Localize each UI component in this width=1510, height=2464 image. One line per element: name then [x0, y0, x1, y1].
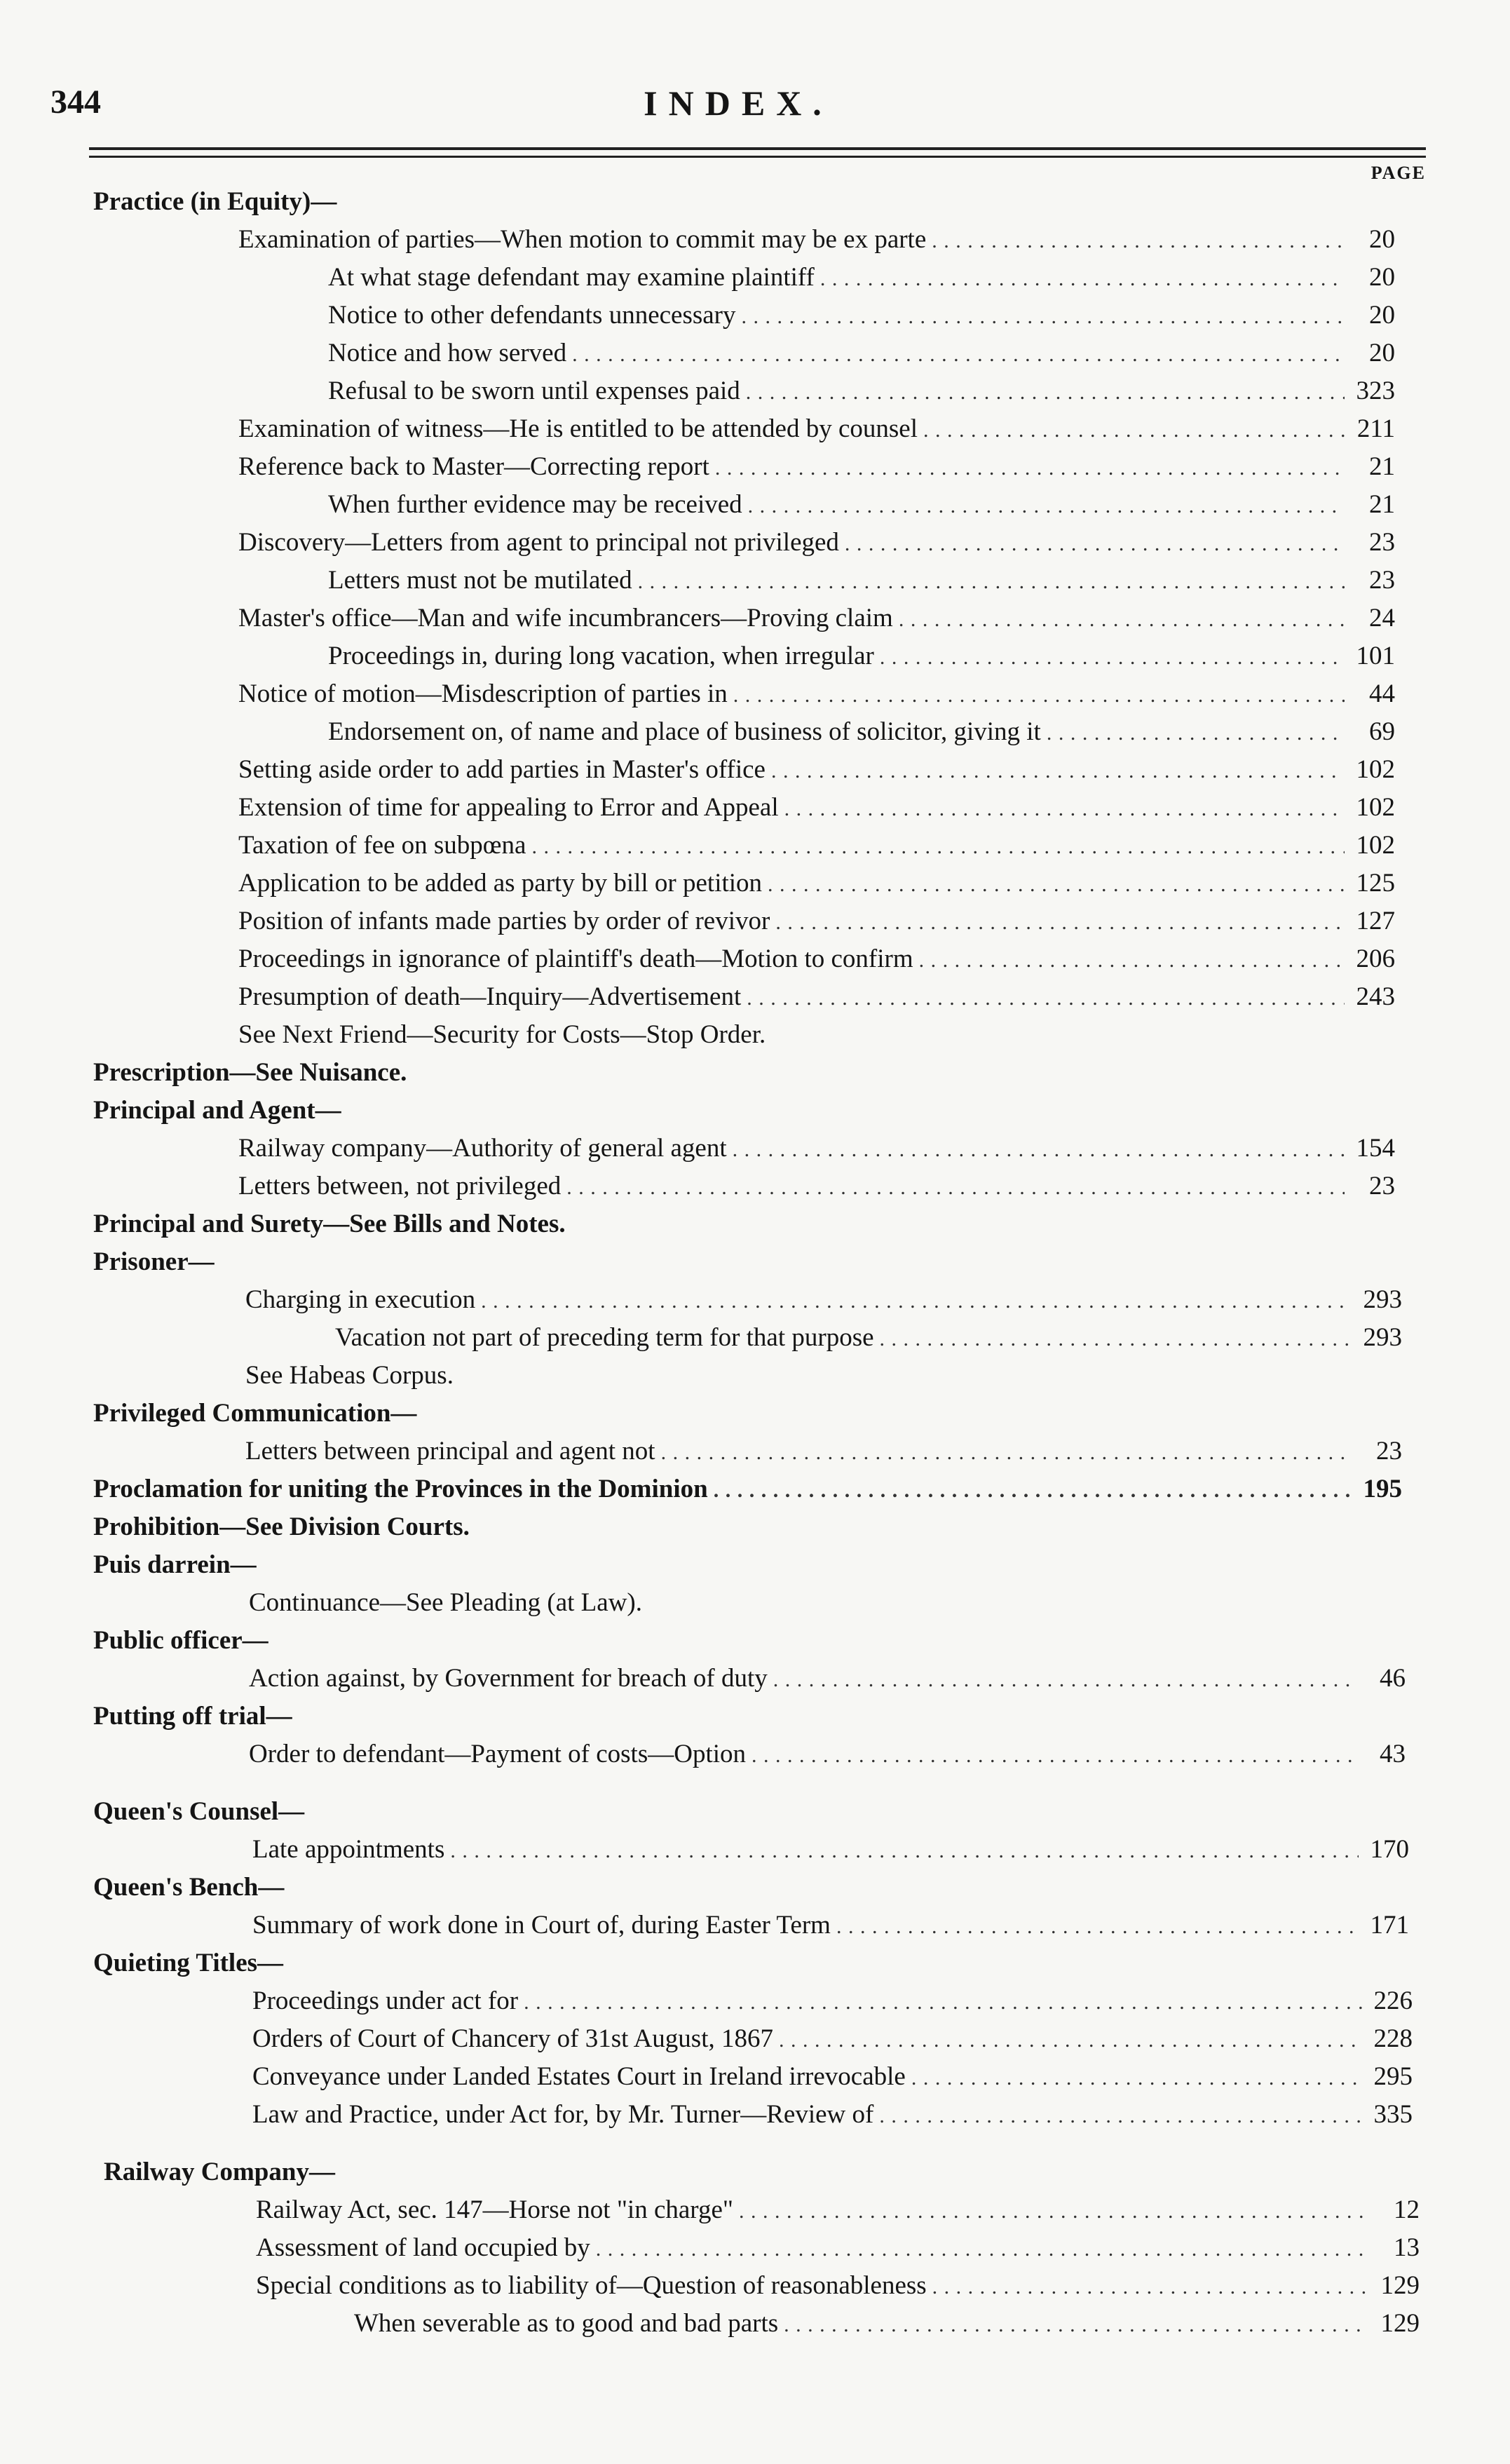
entry-text: Prohibition—See Division Courts. — [93, 1512, 470, 1541]
index-entry — [238, 903, 1395, 940]
index-entry — [245, 1282, 1402, 1318]
index-entry — [252, 1907, 1409, 1944]
dot-leader — [715, 449, 1345, 487]
entry-text: Examination of witness—He is entitled to be attended by counsel — [238, 414, 918, 443]
index-entry — [256, 2192, 1420, 2228]
index-entry — [252, 1832, 1409, 1868]
dot-leader — [779, 2021, 1362, 2059]
index-heading — [93, 1698, 292, 1735]
entry-page-number: 23 — [1369, 1172, 1395, 1200]
entry-text: Continuance—See Pleading (at Law). — [249, 1588, 642, 1617]
index-entry — [249, 1585, 642, 1621]
index-entry — [238, 411, 1395, 447]
dot-leader — [746, 373, 1345, 411]
dot-leader — [911, 2059, 1362, 2097]
entry-page-number: 293 — [1363, 1285, 1402, 1314]
page-header — [50, 83, 1426, 139]
dot-leader — [1047, 714, 1345, 752]
index-entry — [249, 1660, 1406, 1697]
entry-text: Master's office—Man and wife incumbrancers—Proving claim — [238, 604, 893, 632]
dot-leader — [596, 2230, 1369, 2268]
entry-page-number: 293 — [1363, 1323, 1402, 1352]
dot-leader — [481, 1282, 1352, 1320]
entry-text: Notice to other defendants unnecessary — [328, 301, 736, 330]
entry-text: Law and Practice, under Act for, by Mr. Turner—Review of — [252, 2100, 874, 2129]
dot-leader — [566, 1168, 1345, 1206]
entry-page-number: 125 — [1356, 869, 1395, 898]
dot-leader — [773, 1660, 1355, 1698]
index-entry — [328, 638, 1395, 675]
entry-text: Reference back to Master—Correcting report — [238, 452, 709, 481]
index-entry — [238, 790, 1395, 826]
entry-text: Application to be added as party by bill or petition — [238, 869, 763, 898]
entry-text: Special conditions as to liability of—Question of reasonableness — [256, 2271, 927, 2300]
dot-leader — [880, 638, 1345, 676]
index-entry — [238, 941, 1395, 977]
entry-page-number: 102 — [1356, 793, 1395, 822]
entry-page-number: 211 — [1356, 414, 1395, 443]
entry-page-number: 102 — [1356, 831, 1395, 860]
entry-text: Proceedings in, during long vacation, when irregular — [328, 642, 874, 670]
dot-leader — [820, 259, 1345, 297]
entry-page-number: 13 — [1394, 2233, 1420, 2262]
entry-text: Examination of parties—When motion to commit may be ex parte — [238, 225, 927, 254]
entry-page-number: 23 — [1369, 566, 1395, 595]
entry-page-number: 102 — [1356, 755, 1395, 784]
entry-page-number: 295 — [1373, 2062, 1413, 2091]
index-entry — [238, 827, 1395, 864]
entry-page-number: 243 — [1356, 982, 1395, 1011]
entry-text: Charging in execution — [245, 1285, 476, 1314]
entry-page-number: 24 — [1369, 604, 1395, 632]
index-entry — [328, 714, 1395, 750]
entry-text: See Next Friend—Security for Costs—Stop Order. — [238, 1020, 766, 1049]
entry-page-number: 20 — [1369, 263, 1395, 292]
entry-text: Notice of motion—Misdescription of parties in — [238, 679, 728, 708]
entry-text: Extension of time for appealing to Error and Appeal — [238, 793, 779, 822]
entry-text: Taxation of fee on subpœna — [238, 831, 526, 860]
dot-leader — [751, 1736, 1355, 1774]
entry-text: Principal and Agent— — [93, 1096, 341, 1125]
entry-text: Endorsement on, of name and place of business of solicitor, giving it — [328, 717, 1041, 746]
entry-text: Principal and Surety—See Bills and Notes. — [93, 1210, 566, 1238]
dot-leader — [450, 1832, 1359, 1869]
entry-text: Queen's Counsel— — [93, 1797, 305, 1826]
index-heading — [93, 1471, 1402, 1508]
entry-text: Notice and how served — [328, 339, 567, 367]
entry-text: When severable as to good and bad parts — [354, 2309, 779, 2338]
index-entry — [238, 222, 1395, 258]
index-entry — [245, 1358, 454, 1394]
entry-text: Summary of work done in Court of, during Easter Term — [252, 1911, 831, 1940]
entry-text: Public officer— — [93, 1626, 268, 1655]
dot-leader — [879, 2097, 1362, 2134]
index-heading — [93, 1055, 407, 1091]
page-column-label: PAGE — [1370, 163, 1426, 183]
entry-text: Late appointments — [252, 1835, 445, 1864]
index-heading — [93, 1509, 470, 1545]
index-heading — [93, 1945, 283, 1982]
header-rule-thin — [89, 156, 1426, 158]
index-heading — [93, 1244, 215, 1280]
dot-leader — [899, 600, 1345, 638]
entry-page-number: 44 — [1369, 679, 1395, 708]
dot-leader — [638, 562, 1345, 600]
dot-leader — [932, 222, 1345, 259]
index-heading — [93, 1092, 341, 1129]
dot-leader — [739, 2192, 1369, 2230]
dot-leader — [932, 2268, 1369, 2306]
dot-leader — [768, 865, 1345, 903]
entry-text: Proclamation for uniting the Provinces in the Dominion — [93, 1475, 708, 1503]
index-entry — [238, 600, 1395, 637]
entry-page-number: 20 — [1369, 339, 1395, 367]
dot-leader — [784, 790, 1345, 827]
index-heading — [93, 184, 336, 220]
index-entry — [238, 449, 1395, 485]
entry-text: Discovery—Letters from agent to principal not privileged — [238, 528, 839, 557]
index-entry — [249, 1736, 1406, 1773]
page-title: INDEX. — [644, 83, 833, 123]
index-entry — [238, 865, 1395, 902]
entry-page-number: 228 — [1373, 2024, 1413, 2053]
entry-page-number: 12 — [1394, 2195, 1420, 2224]
entry-page-number: 20 — [1369, 301, 1395, 330]
index-entry — [238, 979, 1395, 1015]
index-entry — [238, 752, 1395, 788]
dot-leader — [775, 903, 1345, 941]
entry-page-number: 21 — [1369, 490, 1395, 519]
entry-text: When further evidence may be received — [328, 490, 742, 519]
entry-page-number: 195 — [1363, 1475, 1402, 1503]
index-entry — [328, 297, 1395, 334]
entry-text: Letters between principal and agent not — [245, 1437, 655, 1465]
entry-page-number: 21 — [1369, 452, 1395, 481]
index-entry — [252, 2059, 1413, 2095]
dot-leader — [748, 487, 1345, 524]
dot-leader — [784, 2306, 1369, 2343]
entry-page-number: 23 — [1369, 528, 1395, 557]
index-entry — [328, 335, 1395, 372]
index-heading — [93, 1547, 257, 1583]
dot-leader — [531, 827, 1345, 865]
index-entry — [256, 2268, 1420, 2304]
entry-page-number: 171 — [1370, 1911, 1409, 1940]
entry-page-number: 46 — [1380, 1664, 1406, 1693]
dot-leader — [742, 297, 1345, 335]
entry-text: Assessment of land occupied by — [256, 2233, 590, 2262]
index-heading — [93, 1869, 284, 1906]
entry-text: At what stage defendant may examine plaintiff — [328, 263, 815, 292]
entry-text: Order to defendant—Payment of costs—Option — [249, 1740, 747, 1768]
entry-page-number: 20 — [1369, 225, 1395, 254]
index-entry — [252, 2021, 1413, 2057]
index-entry — [354, 2306, 1420, 2342]
entry-page-number: 206 — [1356, 945, 1395, 973]
dot-leader — [771, 752, 1345, 790]
dot-leader — [836, 1907, 1359, 1945]
entry-page-number: 69 — [1369, 717, 1395, 746]
entry-text: Setting aside order to add parties in Master's office — [238, 755, 766, 784]
entry-text: Proceedings under act for — [252, 1986, 519, 2015]
entry-text: Presumption of death—Inquiry—Advertisement — [238, 982, 742, 1011]
entry-text: Railway company—Authority of general agent — [238, 1134, 727, 1163]
entry-page-number: 226 — [1373, 1986, 1413, 2015]
index-entry — [256, 2230, 1420, 2266]
entry-text: Refusal to be sworn until expenses paid — [328, 377, 740, 405]
entry-text: Putting off trial— — [93, 1702, 292, 1731]
index-entry — [238, 1168, 1395, 1205]
entry-text: Proceedings in ignorance of plaintiff's death—Motion to confirm — [238, 945, 913, 973]
entry-page-number: 101 — [1356, 642, 1395, 670]
entry-text: Practice (in Equity)— — [93, 187, 337, 216]
index-heading — [104, 2154, 335, 2191]
index-entry — [238, 1017, 766, 1053]
entry-page-number: 170 — [1370, 1835, 1409, 1864]
entry-text: Position of infants made parties by order of revivor — [238, 907, 770, 935]
dot-leader — [880, 1320, 1352, 1358]
page-number: 344 — [50, 83, 101, 121]
entry-text: Prisoner— — [93, 1247, 215, 1276]
index-heading — [93, 1794, 304, 1830]
entry-page-number: 43 — [1380, 1740, 1406, 1768]
dot-leader — [733, 1130, 1345, 1168]
dot-leader — [919, 941, 1345, 979]
index-entry — [328, 562, 1395, 599]
entry-text: Conveyance under Landed Estates Court in Ireland irrevocable — [252, 2062, 906, 2091]
index-entry — [328, 487, 1395, 523]
entry-text: Orders of Court of Chancery of 31st August, 1867 — [252, 2024, 773, 2053]
dot-leader — [572, 335, 1345, 373]
entry-page-number: 129 — [1380, 2271, 1420, 2300]
index-entry — [238, 676, 1395, 712]
entry-page-number: 127 — [1356, 907, 1395, 935]
entry-page-number: 23 — [1376, 1437, 1402, 1465]
dot-leader — [661, 1433, 1352, 1471]
dot-leader — [923, 411, 1345, 449]
dot-leader — [524, 1983, 1362, 2021]
index-entry — [238, 1130, 1395, 1167]
index-entry — [245, 1433, 1402, 1470]
index-entry — [252, 2097, 1413, 2133]
entry-text: Letters between, not privileged — [238, 1172, 562, 1200]
dot-leader — [733, 676, 1345, 714]
entry-text: Vacation not part of preceding term for that purpose — [335, 1323, 874, 1352]
entry-page-number: 129 — [1380, 2309, 1420, 2338]
entry-text: Letters must not be mutilated — [328, 566, 632, 595]
index-heading — [93, 1206, 566, 1243]
dot-leader — [845, 524, 1345, 562]
index-entry — [238, 524, 1395, 561]
index-entry — [335, 1320, 1402, 1356]
dot-leader — [747, 979, 1345, 1017]
entry-text: Railway Company— — [104, 2158, 335, 2186]
entry-text: Quieting Titles— — [93, 1949, 284, 1977]
entry-text: Queen's Bench— — [93, 1873, 285, 1902]
index-heading — [93, 1623, 268, 1659]
entry-text: Privileged Communication— — [93, 1399, 417, 1428]
entry-text: See Habeas Corpus. — [245, 1361, 454, 1390]
header-rule — [89, 147, 1426, 150]
dot-leader — [714, 1471, 1352, 1509]
entry-page-number: 323 — [1356, 377, 1395, 405]
index-heading — [93, 1395, 416, 1432]
index-entry — [328, 373, 1395, 409]
index-entry — [252, 1983, 1413, 2019]
entry-page-number: 154 — [1356, 1134, 1395, 1163]
entry-text: Action against, by Government for breach of duty — [249, 1664, 768, 1693]
entry-text: Railway Act, sec. 147—Horse not "in charge" — [256, 2195, 733, 2224]
entry-page-number: 335 — [1373, 2100, 1413, 2129]
entry-text: Prescription—See Nuisance. — [93, 1058, 407, 1087]
entry-text: Puis darrein— — [93, 1550, 257, 1579]
index-entry — [328, 259, 1395, 296]
